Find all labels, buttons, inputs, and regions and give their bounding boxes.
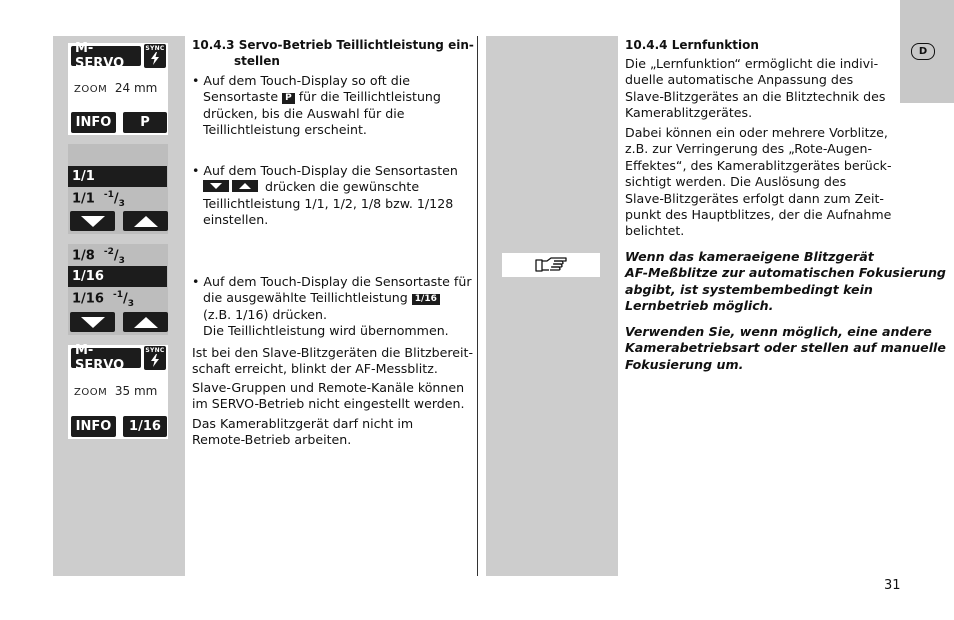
sync-button	[144, 346, 166, 370]
mode-button: M-SERVO	[71, 46, 141, 66]
down-button	[70, 312, 115, 332]
pointing-hand-box	[502, 253, 600, 277]
info-button: INFO	[71, 112, 116, 133]
section-heading-servo: 10.4.3 Servo-Betrieb Teillichtleistung ein- stellen	[192, 38, 474, 68]
mode-button: M-SERVO	[71, 348, 141, 368]
bullet-2: • Auf dem Touch-Display die Sensortasten drücken die gewünschte Teillichtleistung 1/1, 1/2, 1/8 bzw. 1/128 einstellen.	[192, 163, 458, 228]
down-arrow-icon	[203, 180, 229, 192]
info-button: INFO	[71, 416, 116, 437]
p-key-inline: P	[282, 93, 295, 104]
value-button: 1/16	[123, 416, 167, 437]
bullet-1: • Auf dem Touch-Display so oft die Sensortaste P für die Teillichtleistung drücken, bis die Auswahl für die Teillichtleistung erscheint.	[192, 73, 441, 138]
paragraph-vorblitze: Dabei können ein oder mehrere Vorblitze, z.B. zur Verringerung des „Rote-Augen- Effektes“, des Kamerablitzgerätes berück- sichtigt werden. Die Auslösung des Slave-Blitzgerätes erfolgt dann zum Zeit- punkt des Hauptblitzes, der die Aufnahme belichtet.	[625, 125, 892, 239]
zoom-readout: ZOOM 24 mm	[74, 81, 158, 95]
paragraph-ready: Ist bei den Slave-Blitzgeräten die Blitzbereit- schaft erreicht, blinkt der AF-Messblitz.	[192, 345, 473, 377]
sync-button	[144, 44, 166, 68]
page-number: 31	[884, 578, 901, 593]
note-column	[486, 36, 618, 576]
value-row-lower: 1/16 $^{-1}/_3$	[72, 290, 134, 309]
paragraph-groups: Slave-Gruppen und Remote-Kanäle können im SERVO-Betrieb nicht eingestellt werden.	[192, 380, 465, 412]
language-badge: D	[911, 43, 935, 60]
selected-row: 1/1	[68, 166, 167, 187]
note-kamerabetriebsart: Verwenden Sie, wenn möglich, eine andere Kamerabetriebsart oder stellen auf manuelle Fokusierung um.	[625, 324, 946, 372]
bullet-3: • Auf dem Touch-Display die Sensortaste für die ausgewählte Teillichtleistung 1/16 (z.B. 1/16) drücken. Die Teillichtleistung wird übernommen.	[192, 274, 472, 339]
selected-row: 1/16	[68, 266, 167, 287]
value-row-upper: 1/8 $^{-2}/_3$	[72, 247, 125, 266]
paragraph-remote: Das Kamerablitzgerät darf nicht im Remote-Betrieb arbeiten.	[192, 416, 414, 448]
flash-icon	[150, 52, 160, 65]
down-button	[70, 211, 115, 231]
value-row: 1/1 $^{-1}/_3$	[72, 190, 125, 209]
flash-icon	[150, 354, 160, 367]
column-divider	[477, 36, 478, 576]
up-button	[123, 211, 168, 231]
section-heading-lernfunktion: 10.4.4 Lernfunktion	[625, 38, 759, 52]
p-button: P	[123, 112, 167, 133]
up-button	[123, 312, 168, 332]
up-arrow-icon	[232, 180, 258, 192]
sync-label: SYNC	[145, 45, 165, 52]
sync-label: SYNC	[145, 347, 165, 354]
pointing-hand-icon	[502, 253, 600, 277]
note-af-blitz: Wenn das kameraeigene Blitzgerät AF-Meßblitze zur automatischen Fokusierung abgibt, ist systembembedingt kein Lernbetrieb möglich.	[625, 249, 946, 314]
value-key-inline: 1/16	[412, 294, 440, 305]
zoom-readout: ZOOM 35 mm	[74, 384, 158, 398]
paragraph-lernfunktion: Die „Lernfunktion“ ermöglicht die indivi- duelle automatische Anpassung des Slave-Blitzgerätes an die Blitztechnik des Kamerablitzgerätes.	[625, 56, 886, 121]
